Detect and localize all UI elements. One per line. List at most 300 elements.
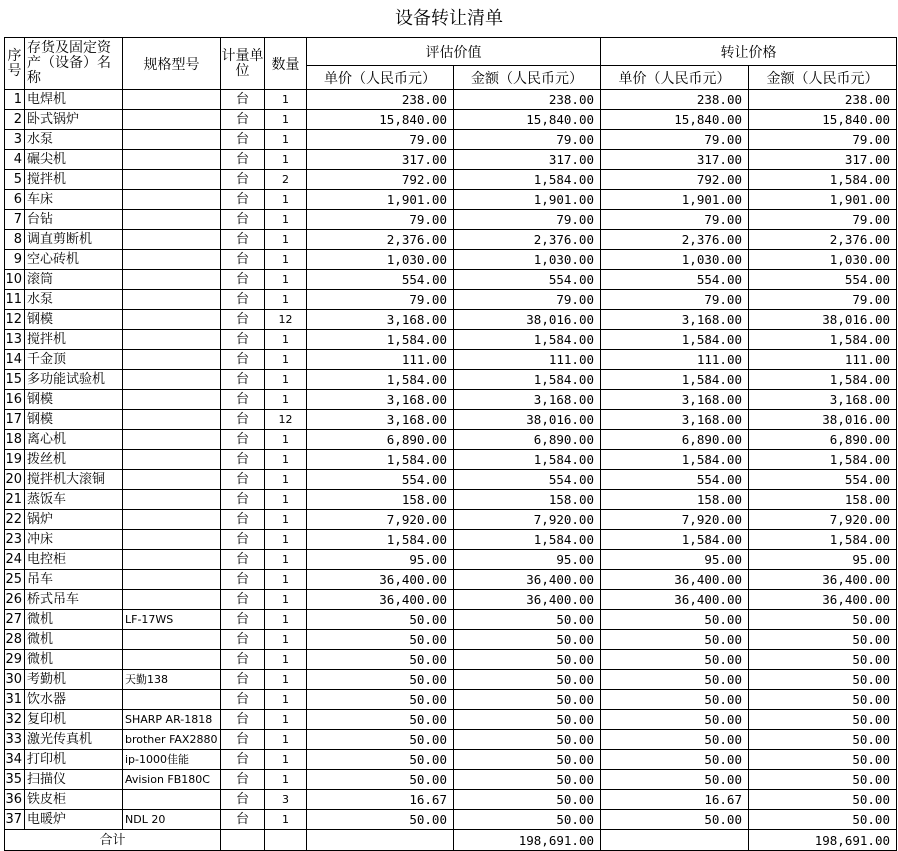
cell-eval-unit-price: 50.00 [307, 710, 454, 730]
table-row [5, 170, 897, 190]
cell-transfer-unit-price: 2,376.00 [601, 230, 749, 250]
cell-qty: 1 [265, 150, 307, 170]
cell-qty: 1 [265, 230, 307, 250]
cell-seq: 34 [5, 750, 25, 770]
cell-qty: 3 [265, 790, 307, 810]
cell-model [123, 570, 221, 590]
table-row [5, 210, 897, 230]
cell-unit: 台 [221, 270, 265, 290]
cell-name: 千金顶 [25, 350, 123, 370]
cell-unit: 台 [221, 490, 265, 510]
cell-transfer-amount: 50.00 [749, 770, 897, 790]
cell-eval-unit-price: 158.00 [307, 490, 454, 510]
table-row [5, 590, 897, 610]
cell-transfer-amount: 554.00 [749, 470, 897, 490]
cell-transfer-unit-price: 1,030.00 [601, 250, 749, 270]
cell-transfer-unit-price: 79.00 [601, 290, 749, 310]
cell-eval-unit-price: 238.00 [307, 90, 454, 110]
cell-seq: 1 [5, 90, 25, 110]
table-row [5, 310, 897, 330]
cell-unit: 台 [221, 450, 265, 470]
cell-eval-amount: 50.00 [454, 610, 601, 630]
cell-qty: 1 [265, 630, 307, 650]
table-row [5, 690, 897, 710]
cell-name: 钢模 [25, 410, 123, 430]
table-row [5, 350, 897, 370]
cell-eval-amount: 79.00 [454, 210, 601, 230]
cell-unit: 台 [221, 590, 265, 610]
cell-eval-amount: 36,400.00 [454, 590, 601, 610]
cell-qty: 1 [265, 390, 307, 410]
cell-transfer-amount: 3,168.00 [749, 390, 897, 410]
table-row [5, 430, 897, 450]
cell-seq: 5 [5, 170, 25, 190]
cell-unit: 台 [221, 650, 265, 670]
table-row [5, 710, 897, 730]
cell-seq: 15 [5, 370, 25, 390]
cell-eval-unit-price: 554.00 [307, 470, 454, 490]
cell-eval-unit-price: 1,584.00 [307, 450, 454, 470]
cell-model [123, 550, 221, 570]
cell-name: 扫描仪 [25, 770, 123, 790]
cell-name: 电焊机 [25, 90, 123, 110]
cell-transfer-unit-price: 1,901.00 [601, 190, 749, 210]
cell-seq: 7 [5, 210, 25, 230]
cell-unit: 台 [221, 90, 265, 110]
cell-unit: 台 [221, 170, 265, 190]
header-name: 存货及固定资产（设备）名称 [25, 38, 123, 90]
table-row [5, 790, 897, 810]
cell-transfer-amount: 158.00 [749, 490, 897, 510]
cell-model: SHARP AR-1818 [123, 710, 221, 730]
cell-eval-unit-price: 1,584.00 [307, 530, 454, 550]
cell-name: 水泵 [25, 130, 123, 150]
cell-transfer-amount: 38,016.00 [749, 310, 897, 330]
cell-eval-amount: 15,840.00 [454, 110, 601, 130]
cell-name: 多功能试验机 [25, 370, 123, 390]
cell-qty: 1 [265, 670, 307, 690]
cell-name: 微机 [25, 610, 123, 630]
cell-seq: 2 [5, 110, 25, 130]
cell-transfer-unit-price: 158.00 [601, 490, 749, 510]
cell-eval-unit-price: 50.00 [307, 630, 454, 650]
cell-eval-amount: 95.00 [454, 550, 601, 570]
cell-eval-amount: 317.00 [454, 150, 601, 170]
cell-transfer-amount: 50.00 [749, 750, 897, 770]
header-transfer-group: 转让价格 [601, 38, 897, 66]
cell-transfer-unit-price: 50.00 [601, 650, 749, 670]
cell-unit: 台 [221, 130, 265, 150]
cell-name: 调直剪断机 [25, 230, 123, 250]
cell-transfer-unit-price: 1,584.00 [601, 450, 749, 470]
cell-transfer-unit-price: 3,168.00 [601, 410, 749, 430]
cell-unit: 台 [221, 310, 265, 330]
cell-transfer-unit-price: 6,890.00 [601, 430, 749, 450]
cell-eval-amount: 1,584.00 [454, 450, 601, 470]
cell-unit: 台 [221, 390, 265, 410]
cell-eval-amount: 1,584.00 [454, 170, 601, 190]
table-row [5, 670, 897, 690]
cell-transfer-unit-price: 792.00 [601, 170, 749, 190]
table-row [5, 570, 897, 590]
cell-model: 天勤138 [123, 670, 221, 690]
cell-qty: 1 [265, 690, 307, 710]
total-label: 合计 [5, 830, 221, 851]
cell-unit: 台 [221, 550, 265, 570]
cell-eval-unit-price: 36,400.00 [307, 590, 454, 610]
cell-name: 搅拌机大滚铜 [25, 470, 123, 490]
cell-transfer-unit-price: 554.00 [601, 470, 749, 490]
cell-unit: 台 [221, 510, 265, 530]
cell-unit: 台 [221, 370, 265, 390]
cell-name: 吊车 [25, 570, 123, 590]
total-eval-amount: 198,691.00 [454, 830, 601, 851]
cell-seq: 6 [5, 190, 25, 210]
cell-unit: 台 [221, 330, 265, 350]
cell-qty: 1 [265, 570, 307, 590]
table-row [5, 510, 897, 530]
table-row [5, 470, 897, 490]
cell-unit: 台 [221, 250, 265, 270]
total-empty-eval-price [307, 830, 454, 851]
cell-seq: 25 [5, 570, 25, 590]
cell-model [123, 110, 221, 130]
cell-eval-amount: 1,584.00 [454, 530, 601, 550]
cell-name: 碾尖机 [25, 150, 123, 170]
cell-model: ip-1000佳能 [123, 750, 221, 770]
cell-eval-amount: 50.00 [454, 690, 601, 710]
cell-eval-unit-price: 50.00 [307, 750, 454, 770]
table-row [5, 750, 897, 770]
cell-model [123, 270, 221, 290]
cell-eval-unit-price: 111.00 [307, 350, 454, 370]
table-body [5, 90, 897, 830]
cell-eval-amount: 111.00 [454, 350, 601, 370]
cell-qty: 1 [265, 330, 307, 350]
cell-transfer-unit-price: 36,400.00 [601, 570, 749, 590]
cell-seq: 9 [5, 250, 25, 270]
cell-transfer-amount: 1,584.00 [749, 170, 897, 190]
cell-eval-unit-price: 79.00 [307, 130, 454, 150]
cell-model [123, 310, 221, 330]
cell-qty: 1 [265, 110, 307, 130]
cell-eval-unit-price: 50.00 [307, 670, 454, 690]
equipment-transfer-table [4, 37, 897, 851]
cell-eval-amount: 50.00 [454, 670, 601, 690]
cell-name: 车床 [25, 190, 123, 210]
cell-qty: 1 [265, 710, 307, 730]
header-eval-amount: 金额（人民币元） [454, 66, 601, 90]
cell-name: 拨丝机 [25, 450, 123, 470]
cell-eval-amount: 50.00 [454, 730, 601, 750]
cell-transfer-amount: 238.00 [749, 90, 897, 110]
table-row [5, 270, 897, 290]
cell-name: 钢模 [25, 390, 123, 410]
cell-eval-unit-price: 554.00 [307, 270, 454, 290]
cell-name: 蒸饭车 [25, 490, 123, 510]
cell-qty: 1 [265, 450, 307, 470]
cell-model [123, 370, 221, 390]
cell-qty: 1 [265, 590, 307, 610]
cell-model [123, 590, 221, 610]
cell-eval-amount: 2,376.00 [454, 230, 601, 250]
cell-eval-amount: 50.00 [454, 710, 601, 730]
table-row [5, 770, 897, 790]
cell-seq: 28 [5, 630, 25, 650]
cell-unit: 台 [221, 530, 265, 550]
cell-seq: 19 [5, 450, 25, 470]
cell-transfer-unit-price: 15,840.00 [601, 110, 749, 130]
cell-eval-unit-price: 792.00 [307, 170, 454, 190]
cell-eval-amount: 36,400.00 [454, 570, 601, 590]
cell-transfer-amount: 50.00 [749, 810, 897, 830]
cell-transfer-unit-price: 3,168.00 [601, 310, 749, 330]
cell-eval-unit-price: 50.00 [307, 610, 454, 630]
cell-eval-unit-price: 1,901.00 [307, 190, 454, 210]
total-empty-qty [265, 830, 307, 851]
cell-name: 电暖炉 [25, 810, 123, 830]
cell-transfer-unit-price: 50.00 [601, 810, 749, 830]
cell-eval-amount: 1,901.00 [454, 190, 601, 210]
cell-transfer-amount: 50.00 [749, 710, 897, 730]
cell-transfer-amount: 2,376.00 [749, 230, 897, 250]
cell-seq: 23 [5, 530, 25, 550]
cell-transfer-amount: 554.00 [749, 270, 897, 290]
cell-qty: 1 [265, 470, 307, 490]
cell-eval-amount: 158.00 [454, 490, 601, 510]
cell-name: 台钻 [25, 210, 123, 230]
cell-qty: 1 [265, 190, 307, 210]
cell-unit: 台 [221, 710, 265, 730]
cell-model [123, 690, 221, 710]
cell-seq: 24 [5, 550, 25, 570]
cell-transfer-amount: 50.00 [749, 790, 897, 810]
cell-transfer-amount: 38,016.00 [749, 410, 897, 430]
cell-seq: 4 [5, 150, 25, 170]
cell-eval-unit-price: 6,890.00 [307, 430, 454, 450]
cell-transfer-amount: 79.00 [749, 210, 897, 230]
cell-transfer-amount: 79.00 [749, 130, 897, 150]
cell-transfer-amount: 1,584.00 [749, 530, 897, 550]
cell-unit: 台 [221, 730, 265, 750]
cell-transfer-unit-price: 7,920.00 [601, 510, 749, 530]
cell-transfer-unit-price: 50.00 [601, 670, 749, 690]
cell-qty: 1 [265, 130, 307, 150]
cell-model [123, 430, 221, 450]
cell-seq: 31 [5, 690, 25, 710]
cell-transfer-amount: 50.00 [749, 670, 897, 690]
cell-eval-amount: 38,016.00 [454, 410, 601, 430]
cell-unit: 台 [221, 770, 265, 790]
cell-name: 搅拌机 [25, 170, 123, 190]
cell-eval-unit-price: 50.00 [307, 650, 454, 670]
cell-model [123, 470, 221, 490]
table-row [5, 450, 897, 470]
cell-transfer-unit-price: 1,584.00 [601, 370, 749, 390]
cell-transfer-unit-price: 79.00 [601, 130, 749, 150]
cell-transfer-amount: 79.00 [749, 290, 897, 310]
cell-unit: 台 [221, 290, 265, 310]
cell-model [123, 150, 221, 170]
cell-name: 水泵 [25, 290, 123, 310]
header-transfer-amount: 金额（人民币元） [749, 66, 897, 90]
cell-name: 复印机 [25, 710, 123, 730]
cell-unit: 台 [221, 810, 265, 830]
cell-transfer-unit-price: 50.00 [601, 630, 749, 650]
total-empty-transfer-price [601, 830, 749, 851]
total-empty-unit [221, 830, 265, 851]
cell-eval-unit-price: 317.00 [307, 150, 454, 170]
cell-eval-unit-price: 1,584.00 [307, 330, 454, 350]
table-row [5, 90, 897, 110]
table-row [5, 630, 897, 650]
cell-model [123, 230, 221, 250]
table-row [5, 190, 897, 210]
cell-unit: 台 [221, 690, 265, 710]
cell-model [123, 490, 221, 510]
cell-eval-amount: 7,920.00 [454, 510, 601, 530]
cell-unit: 台 [221, 110, 265, 130]
cell-transfer-unit-price: 554.00 [601, 270, 749, 290]
cell-model [123, 290, 221, 310]
cell-seq: 36 [5, 790, 25, 810]
cell-transfer-amount: 50.00 [749, 610, 897, 630]
cell-seq: 3 [5, 130, 25, 150]
cell-transfer-unit-price: 111.00 [601, 350, 749, 370]
cell-seq: 13 [5, 330, 25, 350]
cell-name: 微机 [25, 650, 123, 670]
cell-name: 锅炉 [25, 510, 123, 530]
cell-transfer-unit-price: 238.00 [601, 90, 749, 110]
cell-transfer-unit-price: 16.67 [601, 790, 749, 810]
cell-name: 饮水器 [25, 690, 123, 710]
cell-eval-unit-price: 50.00 [307, 770, 454, 790]
cell-qty: 1 [265, 350, 307, 370]
cell-name: 冲床 [25, 530, 123, 550]
cell-unit: 台 [221, 570, 265, 590]
cell-transfer-unit-price: 1,584.00 [601, 530, 749, 550]
cell-eval-unit-price: 16.67 [307, 790, 454, 810]
cell-eval-unit-price: 2,376.00 [307, 230, 454, 250]
cell-eval-unit-price: 50.00 [307, 730, 454, 750]
cell-transfer-unit-price: 50.00 [601, 770, 749, 790]
cell-unit: 台 [221, 630, 265, 650]
cell-eval-amount: 50.00 [454, 810, 601, 830]
cell-eval-amount: 79.00 [454, 130, 601, 150]
cell-qty: 1 [265, 250, 307, 270]
cell-eval-unit-price: 50.00 [307, 690, 454, 710]
cell-name: 电控柜 [25, 550, 123, 570]
cell-model: NDL 20 [123, 810, 221, 830]
cell-seq: 14 [5, 350, 25, 370]
cell-transfer-amount: 50.00 [749, 630, 897, 650]
cell-model: LF-17WS [123, 610, 221, 630]
cell-seq: 27 [5, 610, 25, 630]
cell-transfer-amount: 36,400.00 [749, 590, 897, 610]
cell-transfer-amount: 95.00 [749, 550, 897, 570]
cell-model [123, 510, 221, 530]
cell-transfer-amount: 1,901.00 [749, 190, 897, 210]
cell-name: 桥式吊车 [25, 590, 123, 610]
cell-eval-amount: 50.00 [454, 750, 601, 770]
cell-model [123, 330, 221, 350]
cell-qty: 1 [265, 430, 307, 450]
cell-qty: 1 [265, 730, 307, 750]
cell-qty: 12 [265, 410, 307, 430]
cell-transfer-amount: 50.00 [749, 690, 897, 710]
table-row [5, 390, 897, 410]
cell-qty: 1 [265, 370, 307, 390]
cell-model: Avision FB180C [123, 770, 221, 790]
header-qty: 数量 [265, 38, 307, 90]
cell-name: 卧式锅炉 [25, 110, 123, 130]
cell-transfer-amount: 36,400.00 [749, 570, 897, 590]
cell-model [123, 450, 221, 470]
cell-seq: 37 [5, 810, 25, 830]
cell-unit: 台 [221, 470, 265, 490]
table-row [5, 290, 897, 310]
cell-seq: 8 [5, 230, 25, 250]
cell-eval-unit-price: 1,584.00 [307, 370, 454, 390]
cell-unit: 台 [221, 350, 265, 370]
cell-unit: 台 [221, 670, 265, 690]
table-row [5, 230, 897, 250]
cell-qty: 1 [265, 770, 307, 790]
header-eval-unit-price: 单价（人民币元） [307, 66, 454, 90]
table-row [5, 730, 897, 750]
cell-unit: 台 [221, 150, 265, 170]
cell-eval-unit-price: 3,168.00 [307, 410, 454, 430]
cell-seq: 33 [5, 730, 25, 750]
cell-eval-amount: 1,584.00 [454, 370, 601, 390]
table-row [5, 110, 897, 130]
cell-model [123, 650, 221, 670]
cell-unit: 台 [221, 190, 265, 210]
cell-name: 打印机 [25, 750, 123, 770]
header-unit: 计量单位 [221, 38, 265, 90]
cell-eval-amount: 50.00 [454, 770, 601, 790]
cell-seq: 29 [5, 650, 25, 670]
cell-model [123, 530, 221, 550]
cell-model [123, 630, 221, 650]
table-row [5, 150, 897, 170]
cell-model: brother FAX2880 [123, 730, 221, 750]
cell-transfer-unit-price: 36,400.00 [601, 590, 749, 610]
cell-transfer-unit-price: 1,584.00 [601, 330, 749, 350]
cell-model [123, 390, 221, 410]
cell-eval-amount: 3,168.00 [454, 390, 601, 410]
cell-transfer-amount: 1,030.00 [749, 250, 897, 270]
cell-model [123, 790, 221, 810]
table-row [5, 650, 897, 670]
cell-seq: 11 [5, 290, 25, 310]
cell-transfer-amount: 50.00 [749, 650, 897, 670]
cell-eval-amount: 38,016.00 [454, 310, 601, 330]
cell-seq: 35 [5, 770, 25, 790]
cell-transfer-amount: 50.00 [749, 730, 897, 750]
table-row [5, 550, 897, 570]
cell-transfer-unit-price: 317.00 [601, 150, 749, 170]
cell-seq: 30 [5, 670, 25, 690]
table-row [5, 330, 897, 350]
cell-eval-unit-price: 95.00 [307, 550, 454, 570]
cell-model [123, 190, 221, 210]
cell-qty: 1 [265, 610, 307, 630]
header-transfer-unit-price: 单价（人民币元） [601, 66, 749, 90]
header-model: 规格型号 [123, 38, 221, 90]
cell-qty: 1 [265, 550, 307, 570]
cell-unit: 台 [221, 610, 265, 630]
